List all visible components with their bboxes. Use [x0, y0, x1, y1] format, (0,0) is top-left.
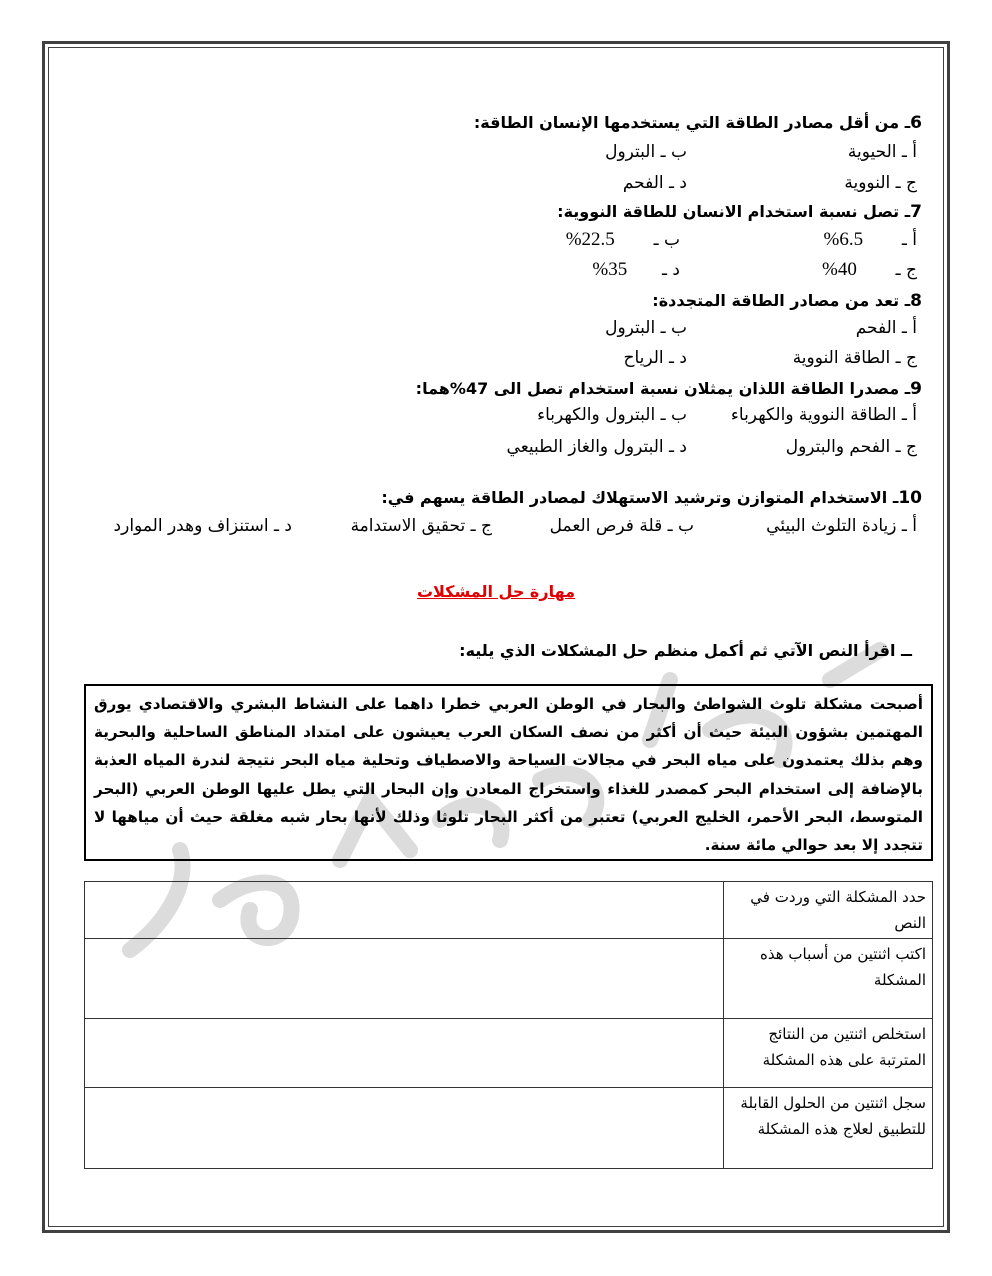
q6-option-d: د ـ الفحم: [622, 173, 687, 193]
organizer-answer-solutions[interactable]: [85, 1088, 724, 1169]
q8-option-a: أ ـ الفحم: [855, 318, 917, 338]
question-8-text: تعد من مصادر الطاقة المتجددة:: [652, 291, 900, 310]
question-10-number: 10: [898, 488, 922, 508]
organizer-row: [85, 939, 933, 1019]
organizer-row: [85, 882, 933, 939]
question-8: 8ـ تعد من مصادر الطاقة المتجددة:: [652, 291, 922, 311]
section-heading: مهارة حل المشكلات: [416, 582, 576, 601]
q8-option-d: د ـ الرياح: [623, 348, 687, 368]
q7-option-b: ب ـ 22.5%: [565, 229, 680, 250]
organizer-row: [85, 1088, 933, 1169]
q8-option-b: ب ـ البترول: [605, 318, 687, 338]
problem-solving-organizer: [84, 881, 933, 1169]
question-9-text: مصدرا الطاقة اللذان يمثلان نسبة استخدام تصل الى 47%هما:: [415, 379, 900, 398]
q10-option-d: د ـ استنزاف وهدر الموارد: [113, 516, 292, 536]
question-7: 7ـ تصل نسبة استخدام الانسان للطاقة النووية:: [557, 202, 922, 222]
q10-option-b: ب ـ قلة فرص العمل: [549, 516, 694, 536]
q7-option-a: أ ـ 6.5%: [823, 229, 917, 250]
organizer-answer-consequences[interactable]: [85, 1019, 724, 1088]
q9-option-d: د ـ البترول والغاز الطبيعي: [506, 437, 687, 457]
question-10-text: الاستخدام المتوازن وترشيد الاستهلاك لمصادر الطاقة يسهم في:: [381, 488, 888, 507]
question-7-number: 7: [910, 202, 922, 222]
q7-option-a-value: 6.5%: [823, 229, 864, 250]
organizer-row: [85, 1019, 933, 1088]
q10-option-a: أ ـ زيادة التلوث البيئي: [766, 516, 917, 536]
organizer-answer-problem[interactable]: [85, 882, 724, 939]
question-10: 10ـ الاستخدام المتوازن وترشيد الاستهلاك لمصادر الطاقة يسهم في:: [381, 488, 922, 508]
question-7-text: تصل نسبة استخدام الانسان للطاقة النووية:: [557, 202, 900, 221]
q7-option-b-value: 22.5%: [565, 229, 615, 250]
passage-box: أصبحت مشكلة تلوث الشواطئ والبحار في الوطن العربي خطرا داهما على النشاط البشري والاقتصادي يورق المهتمين بشؤون البيئة حيث أن أكثر من نصف السكان العرب يعيشون على امتداد المناطق الساحلية والبحرية وهم بذلك يعتمدون على مياه البحر في مجالات السياحة والاصطياف وتحلية مياه البحر نتيجة لندرة المياه العذبة بالإضافة إلى استخدام البحر كمصدر للغذاء واستخراج المعادن وإن البحار التي يطل عليها الوطن العربي (البحر المتوسط، البحر الأحمر، الخليج العربي) تعتبر من أكثر البحار تلوثا وذلك لأنها بحار شبه مغلقة حيث أن مياهها لا تتجدد إلا بعد حوالي مائة سنة.: [84, 684, 933, 861]
q6-option-a: أ ـ الحيوية: [847, 142, 917, 162]
q7-option-d: د ـ 35%: [592, 259, 680, 280]
question-6-number: 6: [910, 113, 922, 133]
question-9-number: 9: [910, 379, 922, 399]
question-6: 6ـ من أقل مصادر الطاقة التي يستخدمها الإنسان الطاقة:: [473, 113, 922, 133]
q10-option-c: ج ـ تحقيق الاستدامة: [350, 516, 492, 536]
q7-option-d-value: 35%: [592, 259, 628, 280]
organizer-label-solutions: سجل اثنتين من الحلول القابلة للتطبيق لعلاج هذه المشكلة: [724, 1088, 933, 1169]
organizer-label-consequences: استخلص اثنتين من النتائج المترتبة على هذه المشكلة: [724, 1019, 933, 1088]
q9-option-b: ب ـ البترول والكهرباء: [537, 405, 687, 425]
q7-option-c-value: 40%: [822, 259, 857, 280]
q6-option-b: ب ـ البترول: [605, 142, 687, 162]
question-6-text: من أقل مصادر الطاقة التي يستخدمها الإنسان الطاقة:: [473, 113, 900, 132]
q6-option-c: ج ـ النووية: [844, 173, 917, 193]
organizer-label-problem: حدد المشكلة التي وردت في النص: [724, 882, 933, 939]
q8-option-c: ج ـ الطاقة النووية: [792, 348, 917, 368]
q9-option-a: أ ـ الطاقة النووية والكهرباء: [730, 405, 917, 425]
organizer-answer-causes[interactable]: [85, 939, 724, 1019]
organizer-label-causes: اكتب اثنتين من أسباب هذه المشكلة: [724, 939, 933, 1019]
q9-option-c: ج ـ الفحم والبترول: [785, 437, 917, 457]
q7-option-c: ج ـ 40%: [822, 259, 917, 280]
question-9: 9ـ مصدرا الطاقة اللذان يمثلان نسبة استخدام تصل الى 47%هما:: [415, 379, 922, 399]
question-8-number: 8: [910, 291, 922, 311]
instruction-text: ــ اقرأ النص الآتي ثم أكمل منظم حل المشكلات الذي يليه:: [459, 641, 912, 660]
